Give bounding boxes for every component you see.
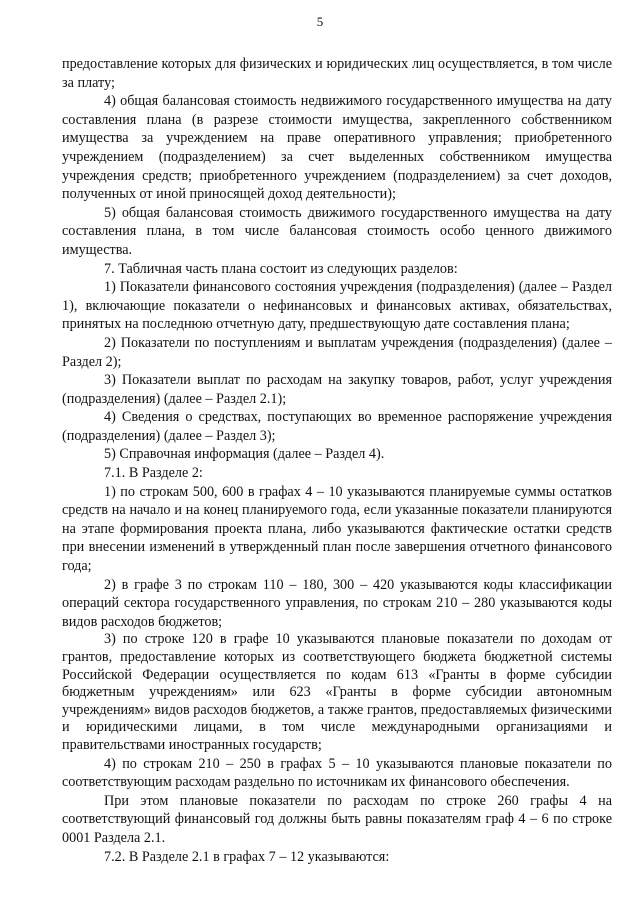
paragraph-section-7-1-item-4: 4) по строкам 210 – 250 в графах 5 – 10 указываются плановые показатели по соответствующим расходам раздельно по источникам их финансового обеспечения. [62,755,612,791]
page-number: 5 [316,14,324,29]
document-body [62,55,612,866]
paragraph-item-5-movable-property: 5) общая балансовая стоимость движимого государственного имущества на дату составления плана, в том числе балансовая стоимость особо ценного движимого имущества. [62,204,612,258]
paragraph-section-7-item-1: 1) Показатели финансового состояния учреждения (подразделения) (далее – Раздел 1), включающие показатели о нефинансовых и финансовых активах, обязательствах, принятых на последнюю отчетную дату, предшествующую дате составления плана; [62,279,612,333]
paragraph-equality-note: При этом плановые показатели по расходам по строке 260 графы 4 на соответствующий финансовый год должны быть равны показателям граф 4 – 6 по строке 0001 Раздела 2.1. [62,792,612,846]
paragraph-item-4-real-estate: 4) общая балансовая стоимость недвижимого государственного имущества на дату составления плана (в разрезе стоимости имущества, закрепленного собственником имущества за учреждением на праве оперативного управления; приобретенного учреждением (подразделением) за счет выделенных собственником имущества учреждения средств; приобретенного учреждением (подразделением) за счет доходов, полученных от иной приносящей доход деятельности); [62,93,612,203]
paragraph-section-7-1-item-3: 3) по строке 120 в графе 10 указываются плановые показатели по доходам от грантов, предоставление которых из соответствующего бюджета бюджетной системы Российской Федерации осуществляется по кодам 613 «Гранты в форме субсидии бюджетным учреждениям» или 623 «Гранты в форме субсидии автономным учреждениям» видов расходов бюджетов, а также грантов, предоставляемых физическими и юридическими лицами, в том числе международными организациями и правительствами иностранных государств; [62,631,612,753]
paragraph-continuation: предоставление которых для физических и юридических лиц осуществляется, в том числе за плату; [62,56,612,91]
paragraph-section-7-item-2: 2) Показатели по поступлениям и выплатам учреждения (подразделения) (далее – Раздел 2); [62,334,612,370]
paragraph-section-7-1-item-2: 2) в графе 3 по строкам 110 – 180, 300 – 420 указываются коды классификации операций сектора государственного управления, по строкам 210 – 280 указываются коды видов расходов бюджетов; [62,576,612,630]
paragraph-section-7: 7. Табличная часть плана состоит из следующих разделов: [104,260,458,277]
paragraph-section-7-item-4: 4) Сведения о средствах, поступающих во временное распоряжение учреждения (подразделения) (далее – Раздел 3); [62,409,612,444]
paragraph-section-7-item-3: 3) Показатели выплат по расходам на закупку товаров, работ, услуг учреждения (подразделения) (далее – Раздел 2.1); [62,372,612,407]
paragraph-section-7-1: 7.1. В Разделе 2: [104,465,203,482]
paragraph-section-7-item-5: 5) Справочная информация (далее – Раздел 4). [104,446,385,463]
paragraph-section-7-1-item-1: 1) по строкам 500, 600 в графах 4 – 10 указываются планируемые суммы остатков средств на начало и на конец планируемого года, если указанные показатели планируются на этапе формирования проекта плана, либо указываются фактические остатки средств при внесении изменений в утвержденный план после завершения отчетного финансового года; [62,483,612,575]
paragraph-section-7-2: 7.2. В Разделе 2.1 в графах 7 – 12 указываются: [104,848,390,865]
